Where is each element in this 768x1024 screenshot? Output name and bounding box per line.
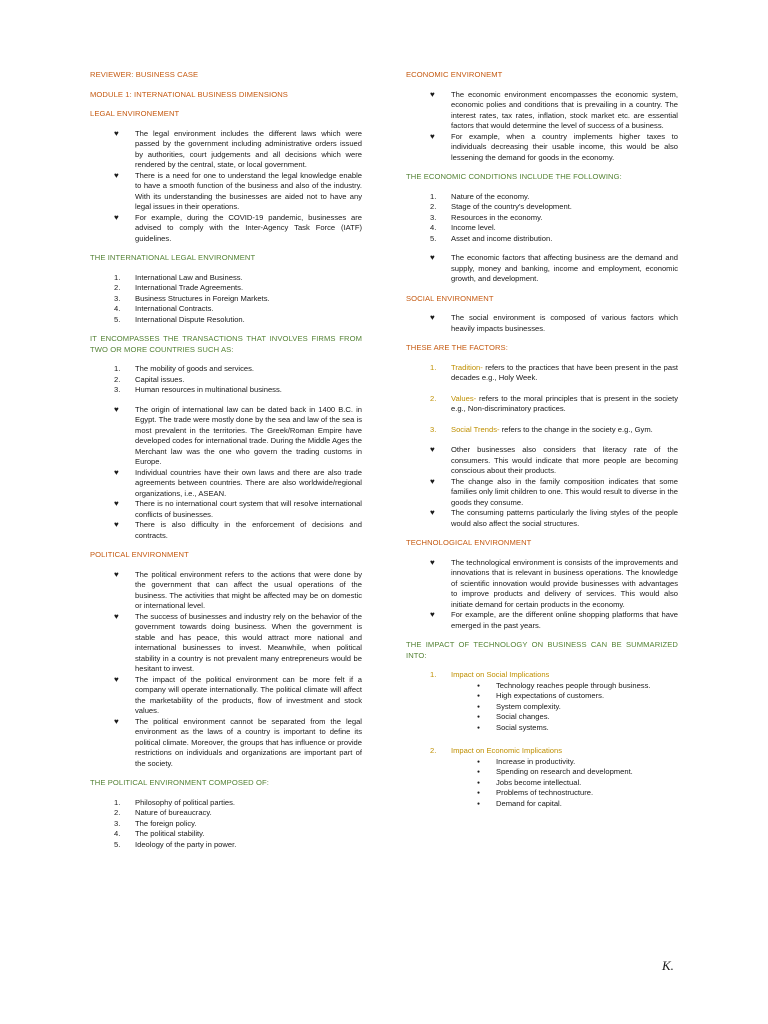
list-item: 2. Capital issues. — [114, 374, 185, 384]
political-composed-list — [90, 798, 362, 851]
list-item: ♥ For example, when a country implements higher taxes to individuals decreasing their usable income, this would be also lessening the demand for goods in the economy. — [406, 132, 678, 164]
list-item: ♥ The technological environment is consists of the improvements and innovations that is relevant in business operations. The knowledge of scientific innovation would provide businesses with advantages to improve products and delivery of services. This would also initiate demand for certain products in the economy. — [406, 558, 678, 611]
political-header: POLITICAL ENVIRONMENT — [90, 550, 189, 559]
list-item: ♥ The legal environment includes the different laws which were passed by the government including administrative orders issued by authorities, court judgements and all decisions which were rendered by the central, state, or local government. — [90, 129, 362, 171]
list-item: 2. Stage of the country's development. — [430, 202, 572, 211]
list-item: ● Problems of technostructure. — [406, 788, 678, 799]
list-item: ♥ The political environment refers to the actions that were done by the government that can affect the usual operations of the business. The activities that might be affected may be on domestic or international level. — [90, 570, 362, 612]
social-header: SOCIAL ENVIRONMENT — [406, 293, 494, 303]
list-item: ♥ For example, are the different online shopping platforms that have emerged in the past years. — [406, 610, 678, 631]
list-item: 1. Nature of the economy. — [430, 191, 530, 201]
list-item: ● Increase in productivity. — [406, 757, 678, 768]
list-item: 5. Ideology of the party in power. — [114, 839, 237, 849]
social-list — [406, 313, 678, 334]
list-item: ● Jobs become intellectual. — [406, 778, 678, 789]
list-item: ♥ The origin of international law can be dated back in 1400 B.C. in Egypt. The trade were mostly done by the sea and law of the sea is most prevalent in the territories. The Greek/Roman Empire have developed codes for international trade. During the Middle Ages the Merchant law was the one who govern the trading customs in Europe. — [90, 405, 362, 468]
list-item: ♥ The political environment cannot be separated from the legal environment as the laws of a country is important to define its political climate. Moreover, the groups that has influence or provide restrictions on individuals and organizations are important part of the society. — [90, 717, 362, 770]
list-item: ♥ Individual countries have their own laws and there are also trade agreements between countries. There are also worldwide/regional organizations, i.e., ASEAN. — [90, 468, 362, 500]
list-item: ● Spending on research and development. — [406, 767, 678, 778]
factor-social-trends: 3. Social Trends- refers to the change in the society e.g., Gym. — [430, 424, 653, 434]
list-item: 1. International Law and Business. — [114, 272, 243, 282]
module-title: MODULE 1: INTERNATIONAL BUSINESS DIMENSIONS — [90, 89, 288, 99]
impact-economic-list — [406, 757, 678, 810]
list-item: ● Social systems. — [406, 723, 678, 734]
list-item: 3. Business Structures in Foreign Markets. — [114, 293, 270, 303]
list-item: ♥ The social environment is composed of various factors which heavily impacts businesses. — [406, 313, 678, 334]
list-item: 3. Resources in the economy. — [430, 212, 543, 222]
factors-header: THESE ARE THE FACTORS: — [406, 343, 508, 352]
intl-legal-list — [90, 273, 362, 326]
list-item: ♥ The consuming patterns particularly the living styles of the people would also affect the social structures. — [406, 508, 678, 529]
list-item: 5. International Dispute Resolution. — [114, 314, 245, 324]
economic-list — [406, 90, 678, 164]
list-item: 5. Asset and income distribution. — [430, 233, 553, 243]
legal-header: LEGAL ENVIRONEMENT — [90, 109, 180, 118]
economic-factors-list — [406, 253, 678, 285]
list-item: 2. International Trade Agreements. — [114, 283, 244, 292]
list-item: ♥ The impact of the political environment can be more felt if a company will operate internationally. The political climate will affect the marketability of the products, flow of investment and stock values. — [90, 675, 362, 717]
economic-conditions-list — [406, 192, 678, 245]
encompasses-header: IT ENCOMPASSES THE TRANSACTIONS THAT INVOLVES FIRMS FROM TWO OR MORE COUNTRIES SUCH AS: — [90, 334, 362, 354]
list-item: ● Technology reaches people through business. — [406, 681, 678, 692]
list-item: 4. International Contracts. — [114, 304, 214, 313]
list-item: ♥ The economic factors that affecting business are the demand and supply, money and banking, income and employment, economic growth, and development. — [406, 253, 678, 285]
list-item: 3. The foreign policy. — [114, 818, 197, 828]
list-item: ♥ The success of businesses and industry rely on the behavior of the government towards doing business. When the government is stable and has peace, this would attract more national and international businesses to invest. Meanwhile, when political stability in a country is not prevalent many entrepreneurs would be hesitant to invest. — [90, 612, 362, 675]
left-column — [90, 70, 362, 859]
list-item: 4. The political stability. — [114, 829, 205, 838]
political-list — [90, 570, 362, 770]
list-item: ♥ The economic environment encompasses the economic system, economic polies and conditions that is prevailing in a country. The interest rates, tax rates, inflation, stock market etc. are essential factors that would determine the level of success of a business. — [406, 90, 678, 132]
technological-list — [406, 558, 678, 632]
intl-legal-header: THE INTERNATIONAL LEGAL ENVIRONMENT — [90, 253, 256, 262]
factor-values: 2. Values- refers to the moral principles that is present in the society e.g., Non-discriminatory practices. — [430, 393, 678, 413]
encompasses-list — [90, 364, 362, 396]
impact-social-title: 1. Impact on Social Implications — [430, 670, 550, 679]
economic-conditions-header: THE ECONOMIC CONDITIONS INCLUDE THE FOLLOWING: — [406, 172, 622, 181]
impact-economic-title: 2. Impact on Economic Implications — [430, 746, 562, 755]
factor-tradition: 1. Tradition- refers to the practices that have been present in the past decades e.g., Holy Week. — [430, 362, 678, 382]
economic-header: ECONOMIC ENVIRONEMT — [406, 70, 503, 79]
impact-header: THE IMPACT OF TECHNOLOGY ON BUSINESS CAN BE SUMMARIZED INTO: — [406, 640, 678, 660]
list-item: ● Social changes. — [406, 712, 678, 723]
list-item: ♥ For example, during the COVID-19 pandemic, businesses are advised to comply with the Inter-Agency Task Force (IATF) guidelines. — [90, 213, 362, 245]
list-item: 3. Human resources in multinational business. — [114, 385, 282, 394]
intl-law-list — [90, 405, 362, 542]
signature: K. — [662, 958, 674, 973]
list-item: ♥ Other businesses also considers that literacy rate of the consumers. This would indicate that more people are becoming conscious about their products. — [406, 445, 678, 477]
legal-list — [90, 129, 362, 245]
document-title: REVIEWER: BUSINESS CASE — [90, 70, 199, 79]
list-item: 4. Income level. — [430, 223, 496, 232]
list-item: ● High expectations of customers. — [406, 691, 678, 702]
list-item: ♥ The change also in the family composition indicates that some families only limit children to one. This would result to diverse in the goods they consume. — [406, 477, 678, 509]
list-item: ♥ There is a need for one to understand the legal knowledge enable to have a smooth function of the business and also of the industry. With its understanding the businesses are aided not to have any legal issues in their operations. — [90, 171, 362, 213]
list-item: 2. Nature of bureaucracy. — [114, 808, 212, 817]
list-item: 1. The mobility of goods and services. — [114, 364, 255, 373]
technological-header: TECHNOLOGICAL ENVIRONMENT — [406, 538, 532, 547]
social-more-list — [406, 445, 678, 529]
political-composed-header: THE POLITICAL ENVIRONMENT COMPOSED OF: — [90, 778, 269, 787]
right-column — [406, 70, 678, 818]
impact-social-list — [406, 681, 678, 734]
list-item: 1. Philosophy of political parties. — [114, 797, 236, 807]
list-item: ♥ There is also difficulty in the enforcement of decisions and contracts. — [90, 520, 362, 541]
list-item: ● System complexity. — [406, 702, 678, 713]
list-item: ♥ There is no international court system that will resolve international conflicts of businesses. — [90, 499, 362, 520]
list-item: ● Demand for capital. — [406, 799, 678, 810]
